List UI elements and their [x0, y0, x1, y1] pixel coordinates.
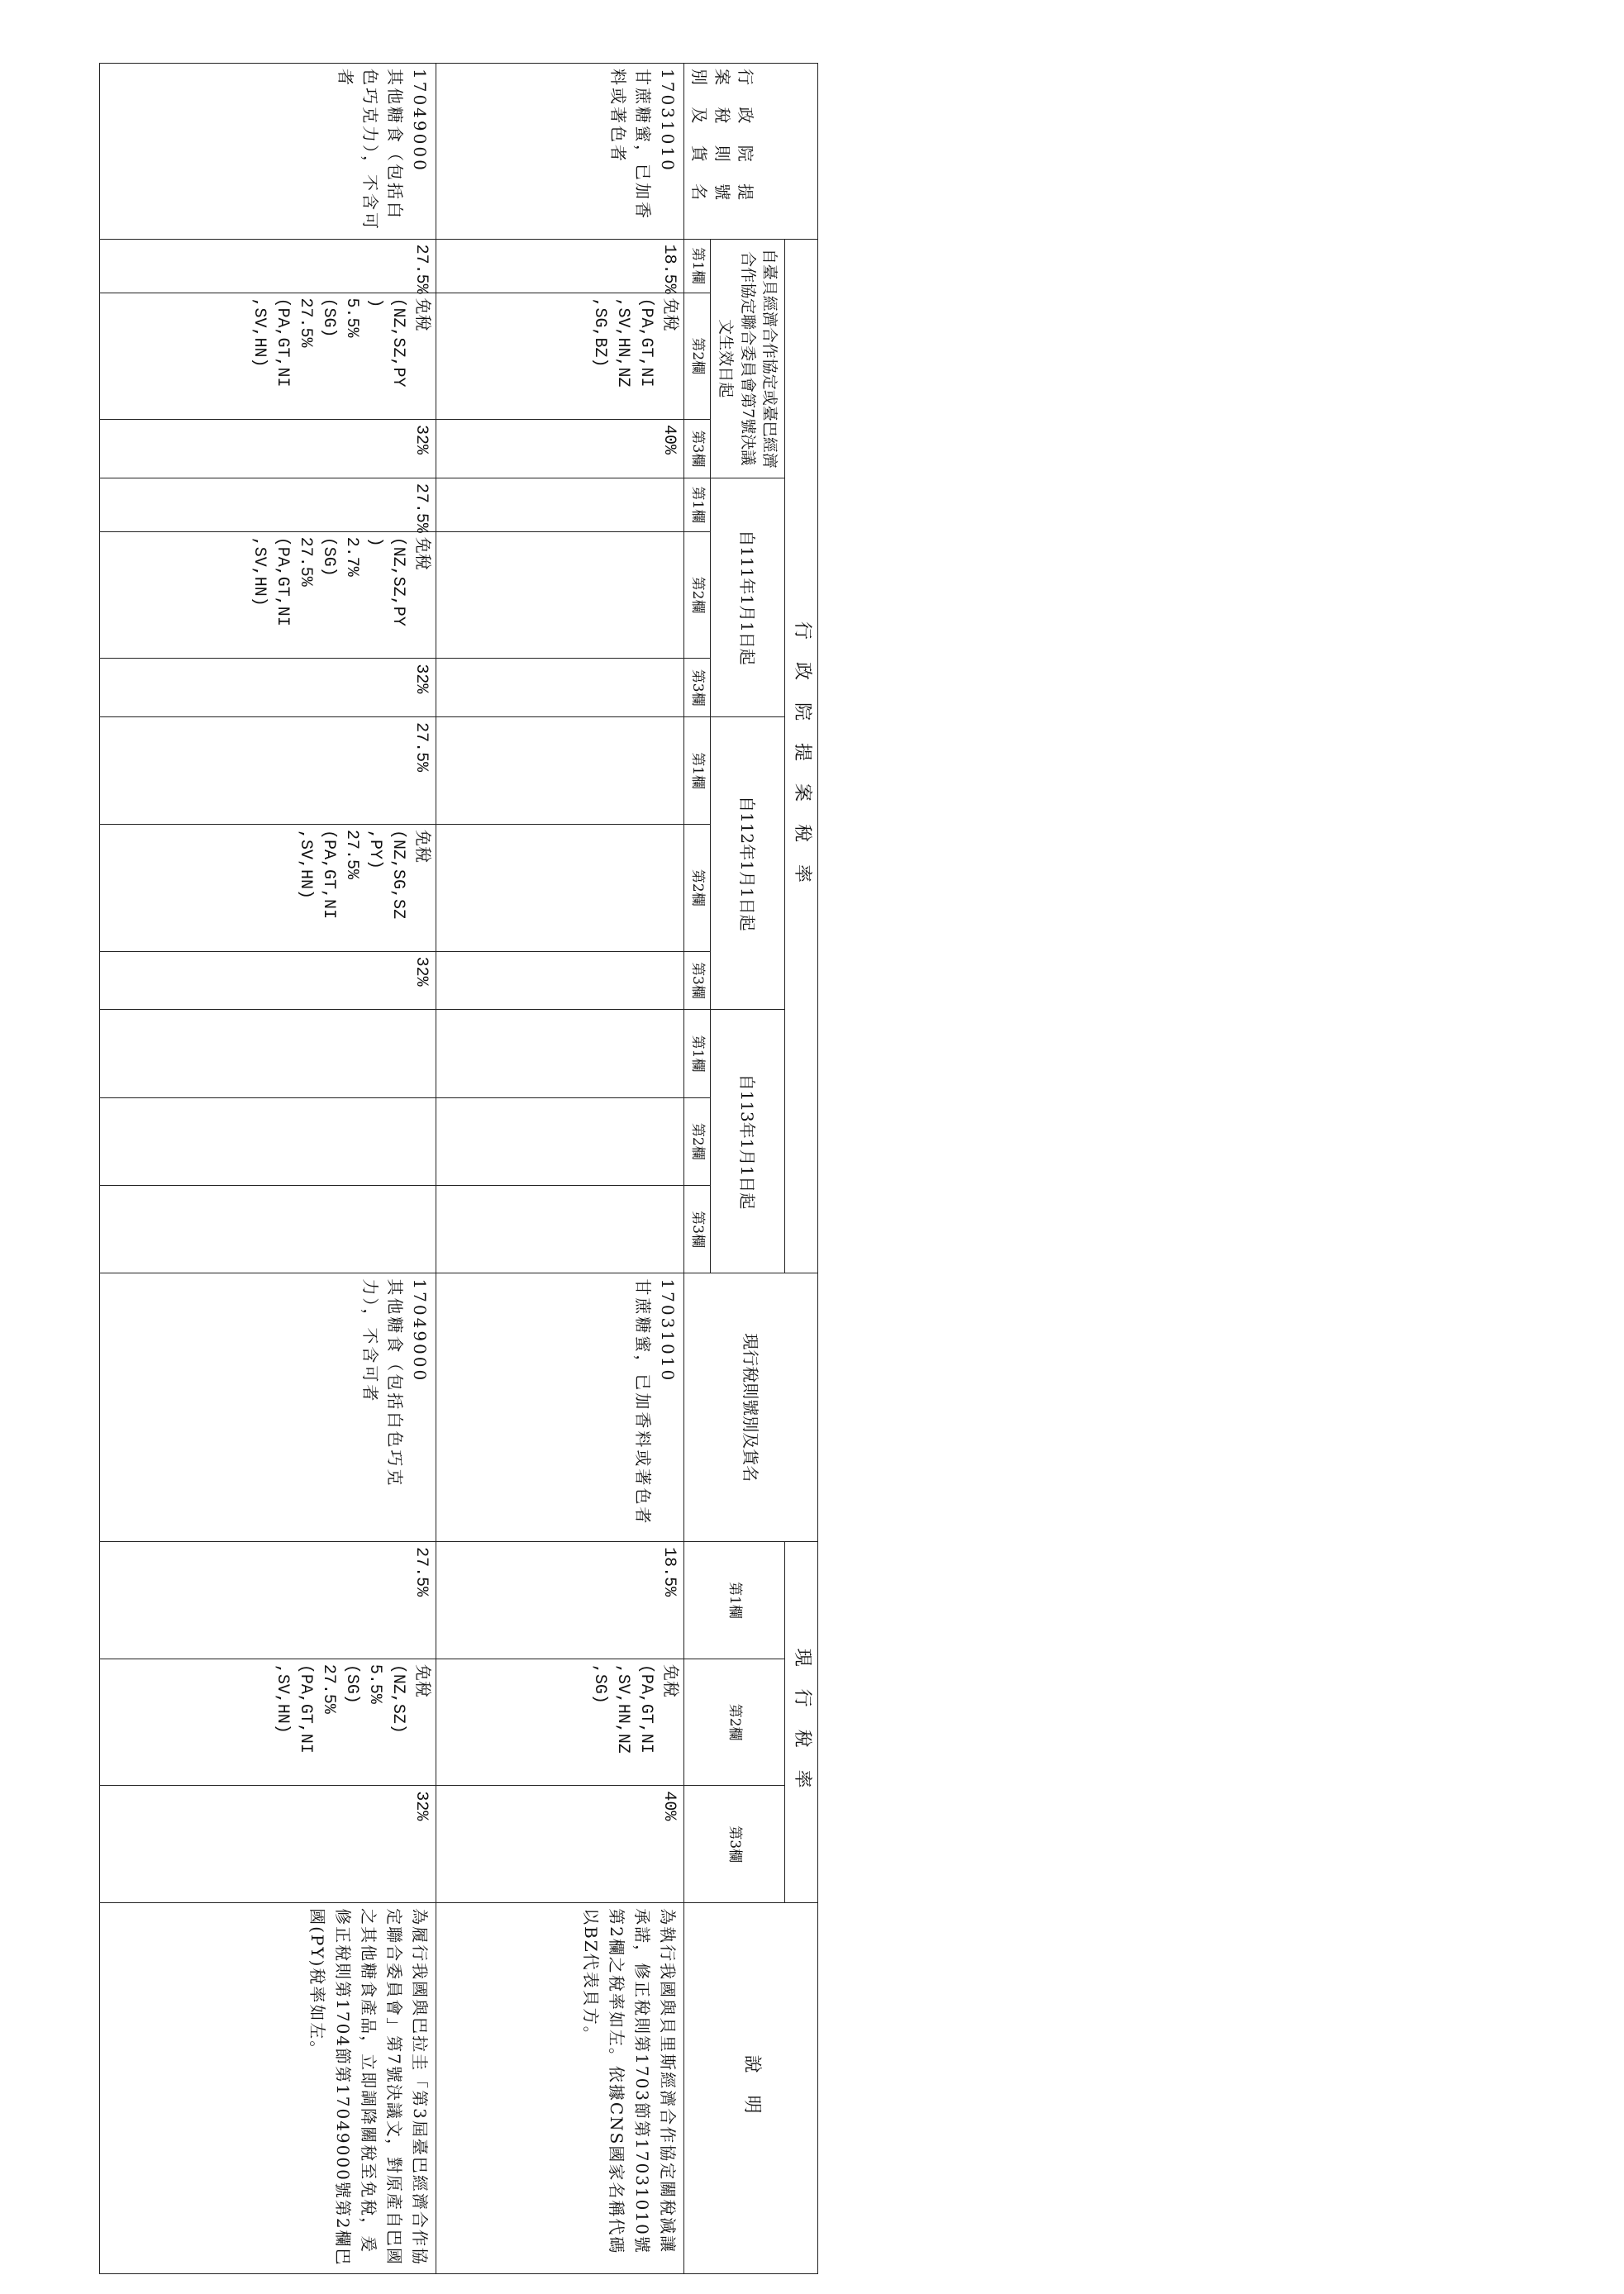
header-period-3: 自112年1月1日起	[711, 717, 785, 1010]
rate-cell: 免稅 (NZ,SZ,PY ) 5.5% (SG) 27.5% (PA,GT,NI ,SV,HN)	[100, 293, 436, 420]
header-p1-col2: 第2欄	[684, 293, 711, 420]
rate-cell: 免稅 (PA,GT,NI ,SV,HN,NZ ,SG,BZ)	[436, 293, 684, 420]
rate-cell	[436, 1185, 684, 1273]
header-proposal-rate: 行 政 院 提 案 稅 率	[785, 239, 818, 1273]
rate-cell: 27.5%	[100, 239, 436, 293]
header-p1-col1: 第1欄	[684, 239, 711, 293]
explanation-cell: 為履行我國與巴拉圭「第3屆臺巴經濟合作協定聯合委員會」第7號決議文，對原產自巴國之其他糖食產品，立即調降關稅至免稅，爰修正稅則第1704節第17049000號第2欄巴國(PY)稅率如左。	[100, 1903, 436, 2274]
current-item-cell: 17049000 其他糖食（包括白色巧克力），不含可者	[100, 1273, 436, 1542]
header-current-rate: 現 行 稅 率	[785, 1542, 818, 1903]
rate-cell: 32%	[100, 420, 436, 478]
rate-cell	[436, 659, 684, 717]
header-period-4: 自113年1月1日起	[711, 1010, 785, 1273]
rate-cell	[100, 1097, 436, 1185]
header-p4-col3: 第3欄	[684, 1185, 711, 1273]
current-rate-cell: 32%	[100, 1786, 436, 1903]
header-p2-col3: 第3欄	[684, 659, 711, 717]
header-current-col1: 第1欄	[684, 1542, 785, 1659]
header-p1-col3: 第3欄	[684, 420, 711, 478]
current-rate-cell: 免稅 (NZ,SZ) 5.5% (SG) 27.5% (PA,GT,NI ,SV,HN)	[100, 1659, 436, 1786]
header-p3-col3: 第3欄	[684, 951, 711, 1010]
header-p2-col1: 第1欄	[684, 478, 711, 531]
table-row	[100, 64, 436, 2274]
explanation-cell: 為執行我國與貝里斯經濟合作協定關稅減讓承諾，修正稅則第1703節第17031010號第2欄之稅率如左。依據CNS國家名稱代碼以BZ代表貝方。	[436, 1903, 684, 2274]
rate-cell	[436, 717, 684, 825]
header-p2-col2: 第2欄	[684, 531, 711, 659]
rate-cell	[436, 825, 684, 952]
current-rate-cell: 免稅 (PA,GT,NI ,SV,HN,NZ ,SG)	[436, 1659, 684, 1786]
rate-cell: 免稅 (NZ,SG,SZ ,PY) 27.5% (PA,GT,NI ,SV,HN)	[100, 825, 436, 952]
header-current-col2: 第2欄	[684, 1659, 785, 1786]
rate-cell	[436, 951, 684, 1010]
table-row	[436, 64, 684, 2274]
proposal-item-cell: 17049000 其他糖食（包括白色巧克力），不含可者	[100, 64, 436, 240]
rate-cell: 32%	[100, 659, 436, 717]
header-explanation: 說 明	[684, 1903, 818, 2274]
tariff-table	[99, 63, 818, 2274]
tariff-table-rotated	[99, 63, 818, 2274]
rate-cell	[100, 1185, 436, 1273]
current-item-cell: 17031010 甘蔗糖蜜，已加香料或著色者	[436, 1273, 684, 1542]
rate-cell: 免稅 (NZ,SZ,PY ) 2.7% (SG) 27.5% (PA,GT,NI ,SV,HN)	[100, 531, 436, 659]
header-proposal-item: 行 政 院 提 案 稅 則 號 別 及 貨 名	[684, 64, 818, 240]
rate-cell	[100, 1010, 436, 1097]
header-period-2: 自111年1月1日起	[711, 478, 785, 716]
rate-cell	[436, 1010, 684, 1097]
rate-cell	[436, 531, 684, 659]
rate-cell: 18.5%	[436, 239, 684, 293]
rate-cell: 27.5%	[100, 478, 436, 531]
header-p3-col2: 第2欄	[684, 825, 711, 952]
header-current-item: 現行稅則號別及貨名	[684, 1273, 818, 1542]
header-p4-col1: 第1欄	[684, 1010, 711, 1097]
current-rate-cell: 40%	[436, 1786, 684, 1903]
header-p4-col2: 第2欄	[684, 1097, 711, 1185]
proposal-item-cell: 17031010 甘蔗糖蜜，已加香料或著色者	[436, 64, 684, 240]
rate-cell	[436, 1097, 684, 1185]
header-period-1: 自臺貝經濟合作協定或臺巴經濟合作協定聯合委員會第7號決議文生效日起	[711, 239, 785, 478]
rate-cell	[436, 478, 684, 531]
header-p3-col1: 第1欄	[684, 717, 711, 825]
current-rate-cell: 27.5%	[100, 1542, 436, 1659]
rate-cell: 27.5%	[100, 717, 436, 825]
current-rate-cell: 18.5%	[436, 1542, 684, 1659]
header-current-col3: 第3欄	[684, 1786, 785, 1903]
rate-cell: 40%	[436, 420, 684, 478]
rate-cell: 32%	[100, 951, 436, 1010]
